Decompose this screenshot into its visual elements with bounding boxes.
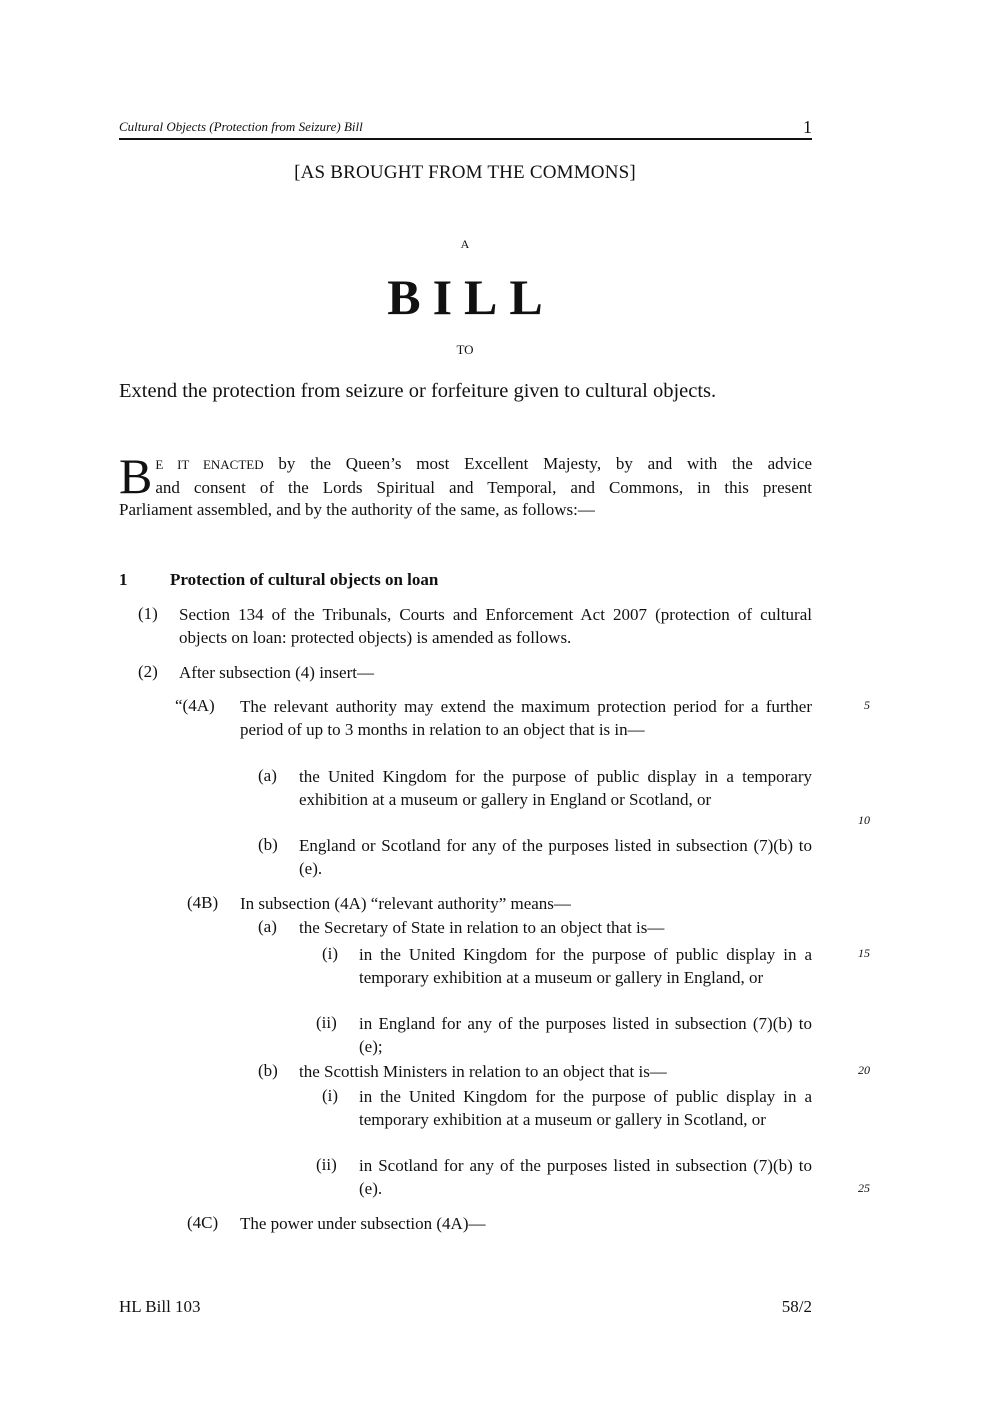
subparagraph-text: in the United Kingdom for the purpose of public display in a temporary exhibition at a museum or gallery in Scotland, or xyxy=(359,1087,812,1129)
subsection-label: (2) xyxy=(138,662,158,681)
bill-status: [AS BROUGHT FROM THE COMMONS] xyxy=(294,162,636,183)
subsection-label: (1) xyxy=(138,604,158,623)
paragraph-label: (a) xyxy=(258,917,277,936)
subsection-text: After subsection (4) insert— xyxy=(179,663,374,682)
subparagraph-label: (i) xyxy=(322,1086,339,1105)
enacting-smallcaps: E IT ENACTED xyxy=(155,457,264,472)
enacting-text-1: by the Queen’s most Excellent Majesty, by and with the advice xyxy=(263,454,812,473)
drop-cap: B xyxy=(119,448,153,504)
print-reference: 58/2 xyxy=(781,1297,812,1316)
subsection-text: Section 134 of the Tribunals, Courts and Enforcement Act 2007 (protection of cultural objects on loan: protected objects) is amended as follows. xyxy=(179,605,812,647)
header-rule xyxy=(119,138,812,140)
paragraph-label: (a) xyxy=(258,766,277,785)
enacting-line-1 xyxy=(119,453,812,477)
paragraph-label: (b) xyxy=(258,835,278,854)
title-a: A xyxy=(460,237,470,251)
subparagraph-text: in Scotland for any of the purposes listed in subsection (7)(b) to (e). xyxy=(359,1156,812,1198)
inserted-subsection-text: The relevant authority may extend the maximum protection period for a further period of up to 3 months in relation to an object that is in— xyxy=(240,697,812,739)
enacting-line-2: and consent of the Lords Spiritual and Temporal, and Commons, in this present xyxy=(155,477,812,497)
bill-heading: BILL xyxy=(387,269,555,325)
line-number: 15 xyxy=(858,946,870,960)
running-header-title: Cultural Objects (Protection from Seizure) Bill xyxy=(119,119,363,134)
line-number: 25 xyxy=(858,1181,870,1195)
subparagraph-label: (ii) xyxy=(316,1155,337,1174)
long-title: Extend the protection from seizure or forfeiture given to cultural objects. xyxy=(119,380,717,402)
subparagraph-text: in England for any of the purposes listed in subsection (7)(b) to (e); xyxy=(359,1014,812,1056)
paragraph-label: (b) xyxy=(258,1061,278,1080)
subparagraph-text: in the United Kingdom for the purpose of public display in a temporary exhibition at a museum or gallery in England, or xyxy=(359,945,812,987)
inserted-subsection-text: The power under subsection (4A)— xyxy=(240,1214,486,1233)
title-to: TO xyxy=(456,342,474,357)
subparagraph-label: (i) xyxy=(322,944,339,963)
section-heading: Protection of cultural objects on loan xyxy=(170,570,439,589)
bill-reference: HL Bill 103 xyxy=(119,1297,201,1316)
inserted-subsection-label: (4C) xyxy=(187,1213,219,1232)
subparagraph-label: (ii) xyxy=(316,1013,337,1032)
paragraph-text: England or Scotland for any of the purposes listed in subsection (7)(b) to (e). xyxy=(299,836,812,878)
inserted-subsection-text: In subsection (4A) “relevant authority” means— xyxy=(240,894,571,913)
line-number: 20 xyxy=(858,1063,870,1077)
line-number: 5 xyxy=(864,698,870,712)
page-number: 1 xyxy=(803,117,812,137)
enacting-line-3: Parliament assembled, and by the authority of the same, as follows:— xyxy=(119,500,595,519)
enacting-formula xyxy=(119,448,812,522)
inserted-subsection-label: “(4A) xyxy=(175,696,215,715)
line-number: 10 xyxy=(858,813,870,827)
paragraph-text: the Secretary of State in relation to an object that is— xyxy=(299,918,665,937)
section-number: 1 xyxy=(119,570,128,589)
paragraph-text: the United Kingdom for the purpose of public display in a temporary exhibition at a museum or gallery in England or Scotland, or xyxy=(299,767,812,809)
paragraph-text: the Scottish Ministers in relation to an object that is— xyxy=(299,1062,667,1081)
inserted-subsection-label: (4B) xyxy=(187,893,219,912)
